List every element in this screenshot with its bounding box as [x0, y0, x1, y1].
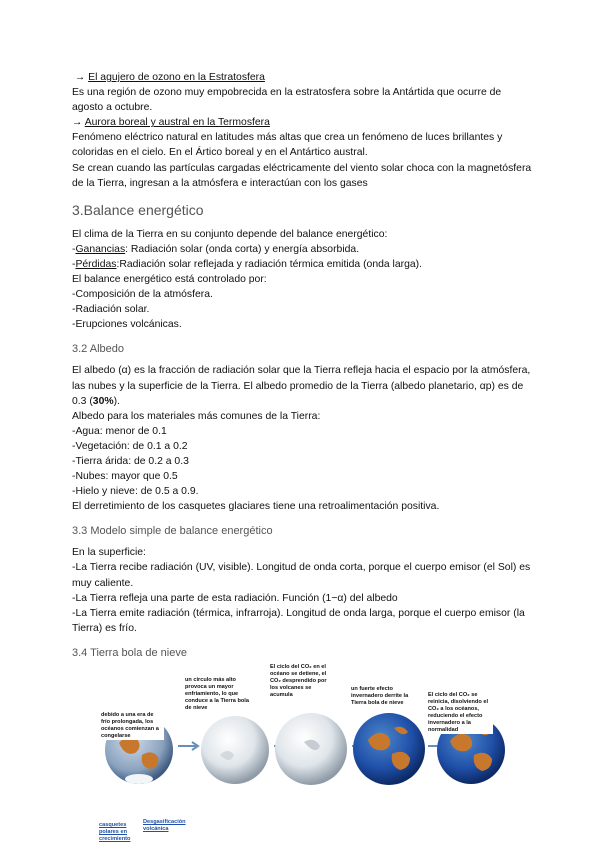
figure-label-6: casquetes polares en crecimiento	[98, 822, 144, 843]
snowball-earth-figure	[90, 660, 510, 848]
aurora-title-line: → Aurora boreal y austral en la Termosfera	[72, 117, 270, 129]
figure-label-2: un círculo más alto provoca un mayor enfriamiento, lo que conduce a la Tierra bola de nieve	[185, 677, 249, 711]
figure-label-5: El ciclo del CO₂ se reinicia, disolviendo el CO₂ a los océanos, reduciendo el efecto invernadero a la normalidad	[427, 692, 493, 734]
albedo-item: -Tierra árida: de 0.2 a 0.3	[72, 455, 189, 467]
loss-line: -Pérdidas:Radiación solar reflejada y radiación térmica emitida (onda larga).	[72, 258, 423, 270]
model-line: -La Tierra refleja una parte de esta radiación. Función (1−α) del albedo	[72, 592, 398, 604]
earth-sphere-3	[274, 712, 348, 786]
section-33-heading: 3.3 Modelo simple de balance energético	[72, 525, 273, 538]
earth-sphere-4	[352, 712, 426, 786]
ozone-title[interactable]: El agujero de ozono en la Estratosfera	[88, 72, 265, 83]
aurora-text-2: Se crean cuando las partículas cargadas eléctricamente del viento solar choca con la magnetósfera de la Tierra, ingresan a la atmósfera e interactúan con los gases	[72, 162, 532, 189]
loss-text: :Radiación solar reflejada y radiación térmica emitida (onda larga).	[116, 258, 423, 270]
section-3-line-4: El balance energético está controlado por:	[72, 274, 267, 286]
gain-label: Ganancias	[75, 243, 126, 255]
albedo-percent: 30%	[92, 395, 114, 407]
control-item: -Erupciones volcánicas.	[72, 319, 182, 331]
gain-line: -Ganancias: Radiación solar (onda corta) y energía absorbida.	[72, 243, 360, 255]
gain-text: : Radiación solar (onda corta) y energía absorbida.	[125, 243, 360, 255]
figure-label-4: un fuerte efecto invernadero derrite la Tierra bola de nieve	[351, 686, 409, 706]
model-line: En la superficie:	[72, 547, 146, 559]
section-3-heading: 3.Balance energético	[72, 201, 204, 218]
albedo-text-a: El albedo (α) es la fracción de radiación solar que la Tierra refleja hacia el espacio por la atmósfera, las nubes y la superficie de la Tierra. El albedo promedio de la Tierra (albedo planetario, αp) es de 0.3 (	[72, 365, 531, 407]
albedo-item: -Hielo y nieve: de 0.5 a 0.9.	[72, 486, 199, 498]
model-line: -La Tierra recibe radiación (UV, visible). Longitud de onda corta, porque el cuerpo emisor (el Sol) es muy caliente.	[72, 562, 531, 589]
figure-label-1: debido a una era de frío prolongada, los océanos comienzan a congelarse	[100, 712, 164, 740]
albedo-line-2: Albedo para los materiales más comunes de la Tierra:	[72, 410, 321, 422]
section-32-heading: 3.2 Albedo	[72, 343, 124, 356]
albedo-last: El derretimiento de los casquetes glaciares tiene una retroalimentación positiva.	[72, 501, 440, 513]
albedo-item: -Vegetación: de 0.1 a 0.2	[72, 440, 188, 452]
ozone-title-line: → El agujero de ozono en la Estratosfera	[72, 72, 265, 83]
section-34-heading: 3.4 Tierra bola de nieve	[72, 646, 187, 659]
figure-label-3: El ciclo del CO₂ en el océano se detiene, el CO₂ desprendido por los volcanes se acumula	[269, 664, 333, 699]
aurora-text-1: Fenómeno eléctrico natural en latitudes más altas que crea un fenómeno de luces brillantes y coloridas en el cielo. En el Ártico boreal y en el Antártico austral.	[72, 132, 503, 159]
albedo-item: -Agua: menor de 0.1	[72, 425, 167, 437]
figure-label-7: Desgasificación volcánica	[142, 819, 200, 833]
albedo-item: -Nubes: mayor que 0.5	[72, 471, 178, 483]
earth-sphere-2	[200, 715, 270, 785]
loss-label: Pérdidas	[75, 258, 117, 270]
model-line: -La Tierra emite radiación (térmica, infrarroja). Longitud de onda larga, porque el cuerpo emisor (la Tierra) es frío.	[72, 607, 525, 634]
control-item: -Radiación solar.	[72, 304, 150, 316]
aurora-title[interactable]: Aurora boreal y austral en la Termosfera	[84, 117, 270, 129]
albedo-text-b: ).	[113, 395, 120, 407]
document-body	[72, 70, 532, 667]
albedo-definition	[72, 363, 532, 408]
section-3-line-1: El clima de la Tierra en su conjunto depende del balance energético:	[72, 228, 388, 240]
arrow-icon	[178, 741, 202, 751]
control-item: -Composición de la atmósfera.	[72, 289, 213, 301]
ozone-text: Es una región de ozono muy empobrecida en la estratosfera sobre la Antártida que ocurre de agosto a octubre.	[72, 87, 502, 114]
